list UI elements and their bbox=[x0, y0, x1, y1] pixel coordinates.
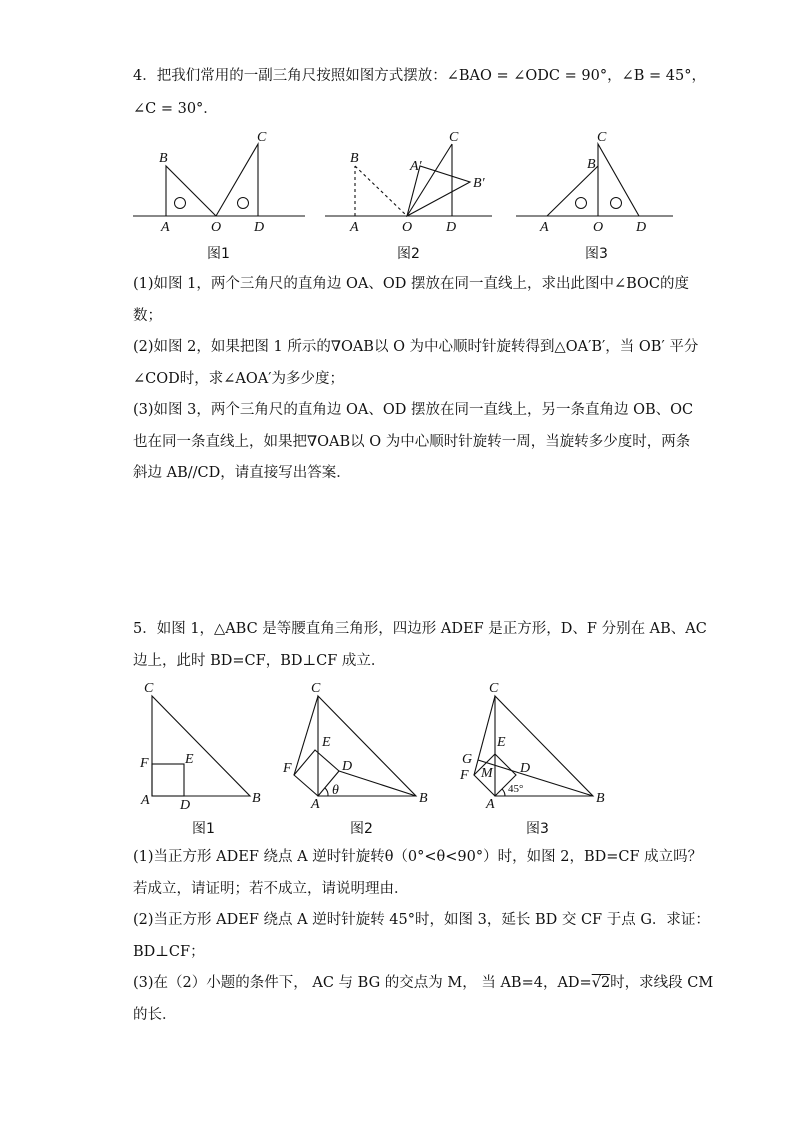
label-F: F bbox=[460, 768, 469, 783]
label-B: B bbox=[419, 791, 428, 806]
label-C: C bbox=[489, 681, 499, 696]
square-ADEF bbox=[152, 764, 184, 796]
label-C: C bbox=[597, 130, 607, 145]
label-E: E bbox=[322, 735, 331, 750]
triangle-45 bbox=[166, 166, 216, 216]
label-O: O bbox=[593, 220, 604, 235]
p4-q2-line2: ∠COD时，求∠AOA′为多少度； bbox=[133, 371, 345, 387]
label-B: B bbox=[159, 151, 168, 166]
label-C: C bbox=[449, 130, 459, 145]
triangle-ABC bbox=[318, 696, 416, 796]
p5-caption-fig2: 图2 bbox=[350, 821, 373, 837]
p5-q3-line1 bbox=[133, 973, 713, 993]
p5-q2-line1: (2)当正方形 ADEF 绕点 A 逆时针旋转 45°时，如图 3，延长 BD 交 CF 于点 G．求证： bbox=[133, 912, 710, 928]
label-E: E bbox=[185, 752, 194, 767]
hole-circle bbox=[611, 198, 622, 209]
label-B1: B′ bbox=[473, 176, 485, 191]
label-G: G bbox=[462, 752, 473, 767]
label-O: O bbox=[211, 220, 222, 235]
p5-q3-text-a: (3)在（2）小题的条件下， AC 与 BG 的交点为 M， 当 AB=4，AD= bbox=[133, 975, 592, 991]
p5-intro-line1: 5．如图 1，△ABC 是等腰直角三角形，四边形 ADEF 是正方形，D、F 分别在 AB、AC bbox=[133, 621, 707, 637]
p5-q2-line2: BD⊥CF； bbox=[133, 944, 205, 960]
label-A: A bbox=[486, 797, 495, 812]
p4-q3-line2: 也在同一条直线上，如果把∇OAB以 O 为中心顺时针旋转一周，当旋转多少度时，两条 bbox=[133, 434, 691, 450]
p4-intro-line1: 4．把我们常用的一副三角尺按照如图方式摆放：∠BAO = ∠ODC = 90°，∠B = 45°， bbox=[133, 68, 706, 84]
label-A: A bbox=[141, 793, 150, 808]
label-A: A bbox=[311, 797, 320, 812]
p4-q2-line1: (2)如图 2，如果把图 1 所示的∇OAB以 O 为中心顺时针旋转得到△OA′B′，当 OB′ 平分 bbox=[133, 339, 699, 355]
p5-q1-line1: (1)当正方形 ADEF 绕点 A 逆时针旋转θ（0°<θ<90°）时，如图 2，BD=CF 成立吗？ bbox=[133, 849, 703, 865]
hole-circle bbox=[238, 198, 249, 209]
sqrt-two: √2 bbox=[591, 975, 611, 991]
p5-figure-3 bbox=[456, 678, 616, 813]
p5-caption-fig1: 图1 bbox=[192, 821, 215, 837]
hole-circle bbox=[576, 198, 587, 209]
p5-intro-line2: 边上，此时 BD=CF，BD⊥CF 成立． bbox=[133, 653, 386, 669]
p4-figure-2 bbox=[322, 128, 502, 238]
label-D: D bbox=[180, 798, 191, 813]
p4-figure-1 bbox=[130, 128, 310, 238]
angle-45-arc bbox=[502, 789, 505, 796]
p5-q1-line2: 若成立，请证明；若不成立，请说明理由． bbox=[133, 881, 409, 897]
triangle-30 bbox=[216, 144, 258, 216]
label-D: D bbox=[446, 220, 457, 235]
label-45-degree: 45° bbox=[508, 783, 524, 795]
triangle-30 bbox=[598, 144, 639, 216]
label-A: A bbox=[540, 220, 549, 235]
label-F: F bbox=[283, 761, 292, 776]
p4-caption-fig1: 图1 bbox=[207, 246, 230, 262]
segment-CF bbox=[474, 696, 495, 775]
label-B: B bbox=[252, 791, 261, 806]
p4-caption-fig2: 图2 bbox=[397, 246, 420, 262]
label-B: B bbox=[587, 157, 596, 172]
label-A: A bbox=[350, 220, 359, 235]
p4-q3-line1: (3)如图 3，两个三角尺的直角边 OA、OD 摆放在同一直线上，另一条直角边 OB、OC bbox=[133, 402, 694, 418]
label-C: C bbox=[144, 681, 154, 696]
segment-OC bbox=[407, 144, 452, 216]
p4-q3-line3: 斜边 AB//CD，请直接写出答案． bbox=[133, 465, 351, 481]
label-D: D bbox=[636, 220, 647, 235]
hole-circle bbox=[175, 198, 186, 209]
p4-q1-line1: (1)如图 1，两个三角尺的直角边 OA、OD 摆放在同一直线上，求出此图中∠BOC的度 bbox=[133, 276, 690, 292]
triangle-ABC bbox=[152, 696, 250, 796]
label-M: M bbox=[481, 766, 493, 781]
label-F: F bbox=[140, 756, 149, 771]
p4-intro-line2: ∠C = 30°． bbox=[133, 101, 218, 117]
p4-figure-3 bbox=[513, 128, 683, 238]
label-B: B bbox=[596, 791, 605, 806]
label-theta: θ bbox=[332, 783, 339, 798]
label-A1: A′ bbox=[410, 159, 422, 174]
label-B: B bbox=[350, 151, 359, 166]
label-O: O bbox=[402, 220, 413, 235]
p5-q3-text-b: 时，求线段 CM bbox=[610, 975, 714, 991]
label-D: D bbox=[520, 761, 531, 776]
segment-AB bbox=[547, 166, 598, 216]
label-A: A bbox=[161, 220, 170, 235]
p4-q1-line2: 数； bbox=[133, 308, 162, 324]
label-C: C bbox=[257, 130, 267, 145]
angle-theta-arc bbox=[325, 788, 328, 796]
p5-caption-fig3: 图3 bbox=[526, 821, 549, 837]
p5-figure-1 bbox=[138, 678, 268, 813]
p5-figure-2 bbox=[283, 678, 443, 813]
p5-q3-line2: 的长． bbox=[133, 1007, 177, 1023]
label-C: C bbox=[311, 681, 321, 696]
dashed-BO bbox=[355, 166, 407, 216]
p4-caption-fig3: 图3 bbox=[585, 246, 608, 262]
label-D: D bbox=[342, 759, 353, 774]
segment-CF bbox=[294, 696, 318, 775]
label-E: E bbox=[497, 735, 506, 750]
label-D: D bbox=[254, 220, 265, 235]
